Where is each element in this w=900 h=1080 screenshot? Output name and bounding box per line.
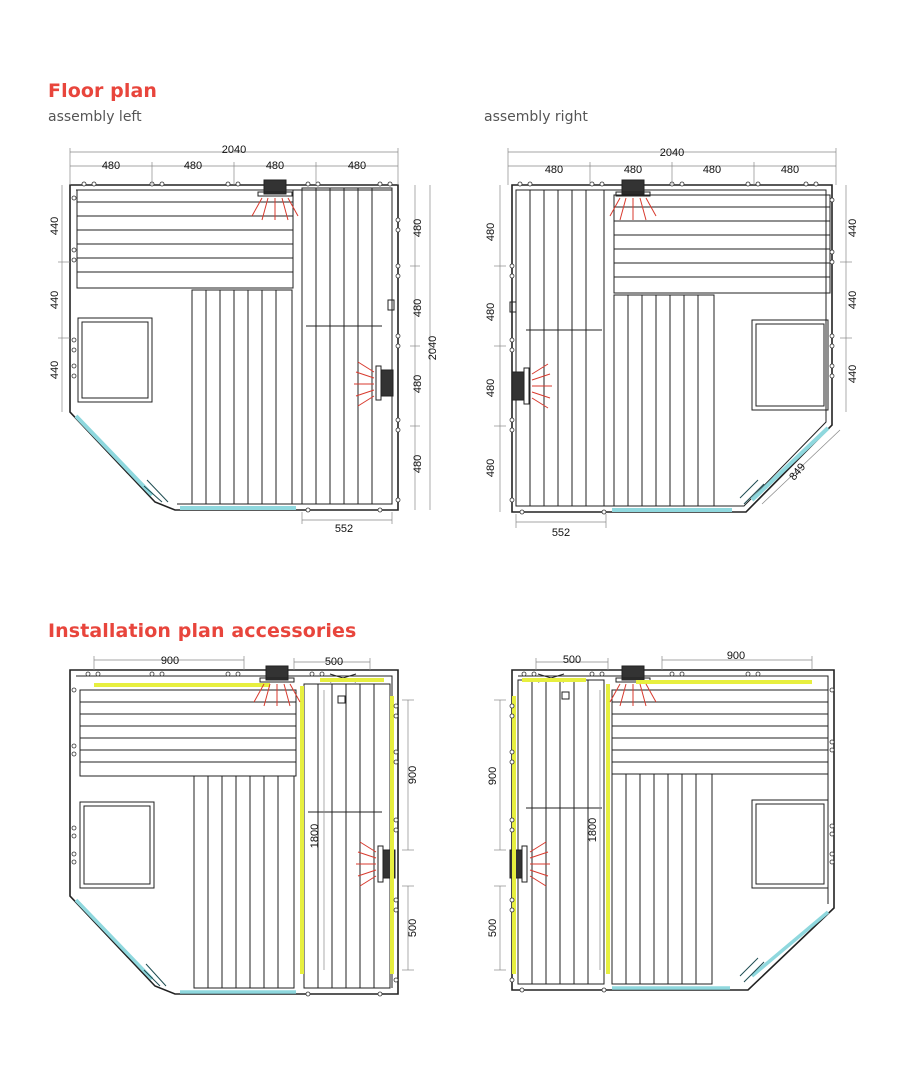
dim-right-2: 440: [847, 290, 859, 310]
floor-plan-heading: Floor plan: [48, 80, 158, 102]
dim-top-3: 480: [702, 164, 722, 176]
dim-overall-height: 2040: [427, 335, 439, 361]
dim-right-4: 480: [412, 454, 424, 474]
dim-top-b: 900: [726, 650, 746, 662]
dim-right-1: 480: [412, 218, 424, 238]
dim-top-2: 480: [623, 164, 643, 176]
dim-vertical: 1800: [309, 823, 321, 849]
assembly-left-caption: assembly left: [48, 109, 142, 125]
dim-diagonal: 849: [787, 461, 809, 483]
installation-plan-heading: Installation plan accessories: [48, 620, 357, 642]
dim-right-2: 480: [412, 298, 424, 318]
dim-right-b: 500: [407, 918, 419, 938]
dim-left-1: 440: [49, 216, 61, 236]
dim-right-3: 440: [847, 364, 859, 384]
dim-left-4: 480: [485, 458, 497, 478]
dim-left-3: 440: [49, 360, 61, 380]
installation-plan-right-diagram: [476, 650, 886, 1000]
dim-top-2: 480: [183, 160, 203, 172]
dim-left-a: 900: [487, 766, 499, 786]
dim-right-1: 440: [847, 218, 859, 238]
dim-top-b: 500: [324, 656, 344, 668]
dim-overall-width: 2040: [221, 144, 247, 156]
dim-bottom: 552: [551, 527, 571, 539]
dim-top-4: 480: [347, 160, 367, 172]
installation-plan-left-diagram: [40, 650, 450, 1000]
dim-top-3: 480: [265, 160, 285, 172]
dim-left-b: 500: [487, 918, 499, 938]
dim-left-2: 480: [485, 302, 497, 322]
dim-top-a: 900: [160, 655, 180, 667]
floor-plan-right-diagram: [476, 140, 886, 550]
dim-vertical: 1800: [587, 817, 599, 843]
dim-top-4: 480: [780, 164, 800, 176]
dim-left-2: 440: [49, 290, 61, 310]
dim-overall-width: 2040: [659, 147, 685, 159]
dim-left-3: 480: [485, 378, 497, 398]
assembly-right-caption: assembly right: [484, 109, 588, 125]
dim-top-a: 500: [562, 654, 582, 666]
dim-bottom: 552: [334, 523, 354, 535]
dim-left-1: 480: [485, 222, 497, 242]
dim-top-1: 480: [544, 164, 564, 176]
dim-top-1: 480: [101, 160, 121, 172]
floor-plan-left-diagram: [40, 140, 450, 550]
dim-right-a: 900: [407, 765, 419, 785]
dim-right-3: 480: [412, 374, 424, 394]
